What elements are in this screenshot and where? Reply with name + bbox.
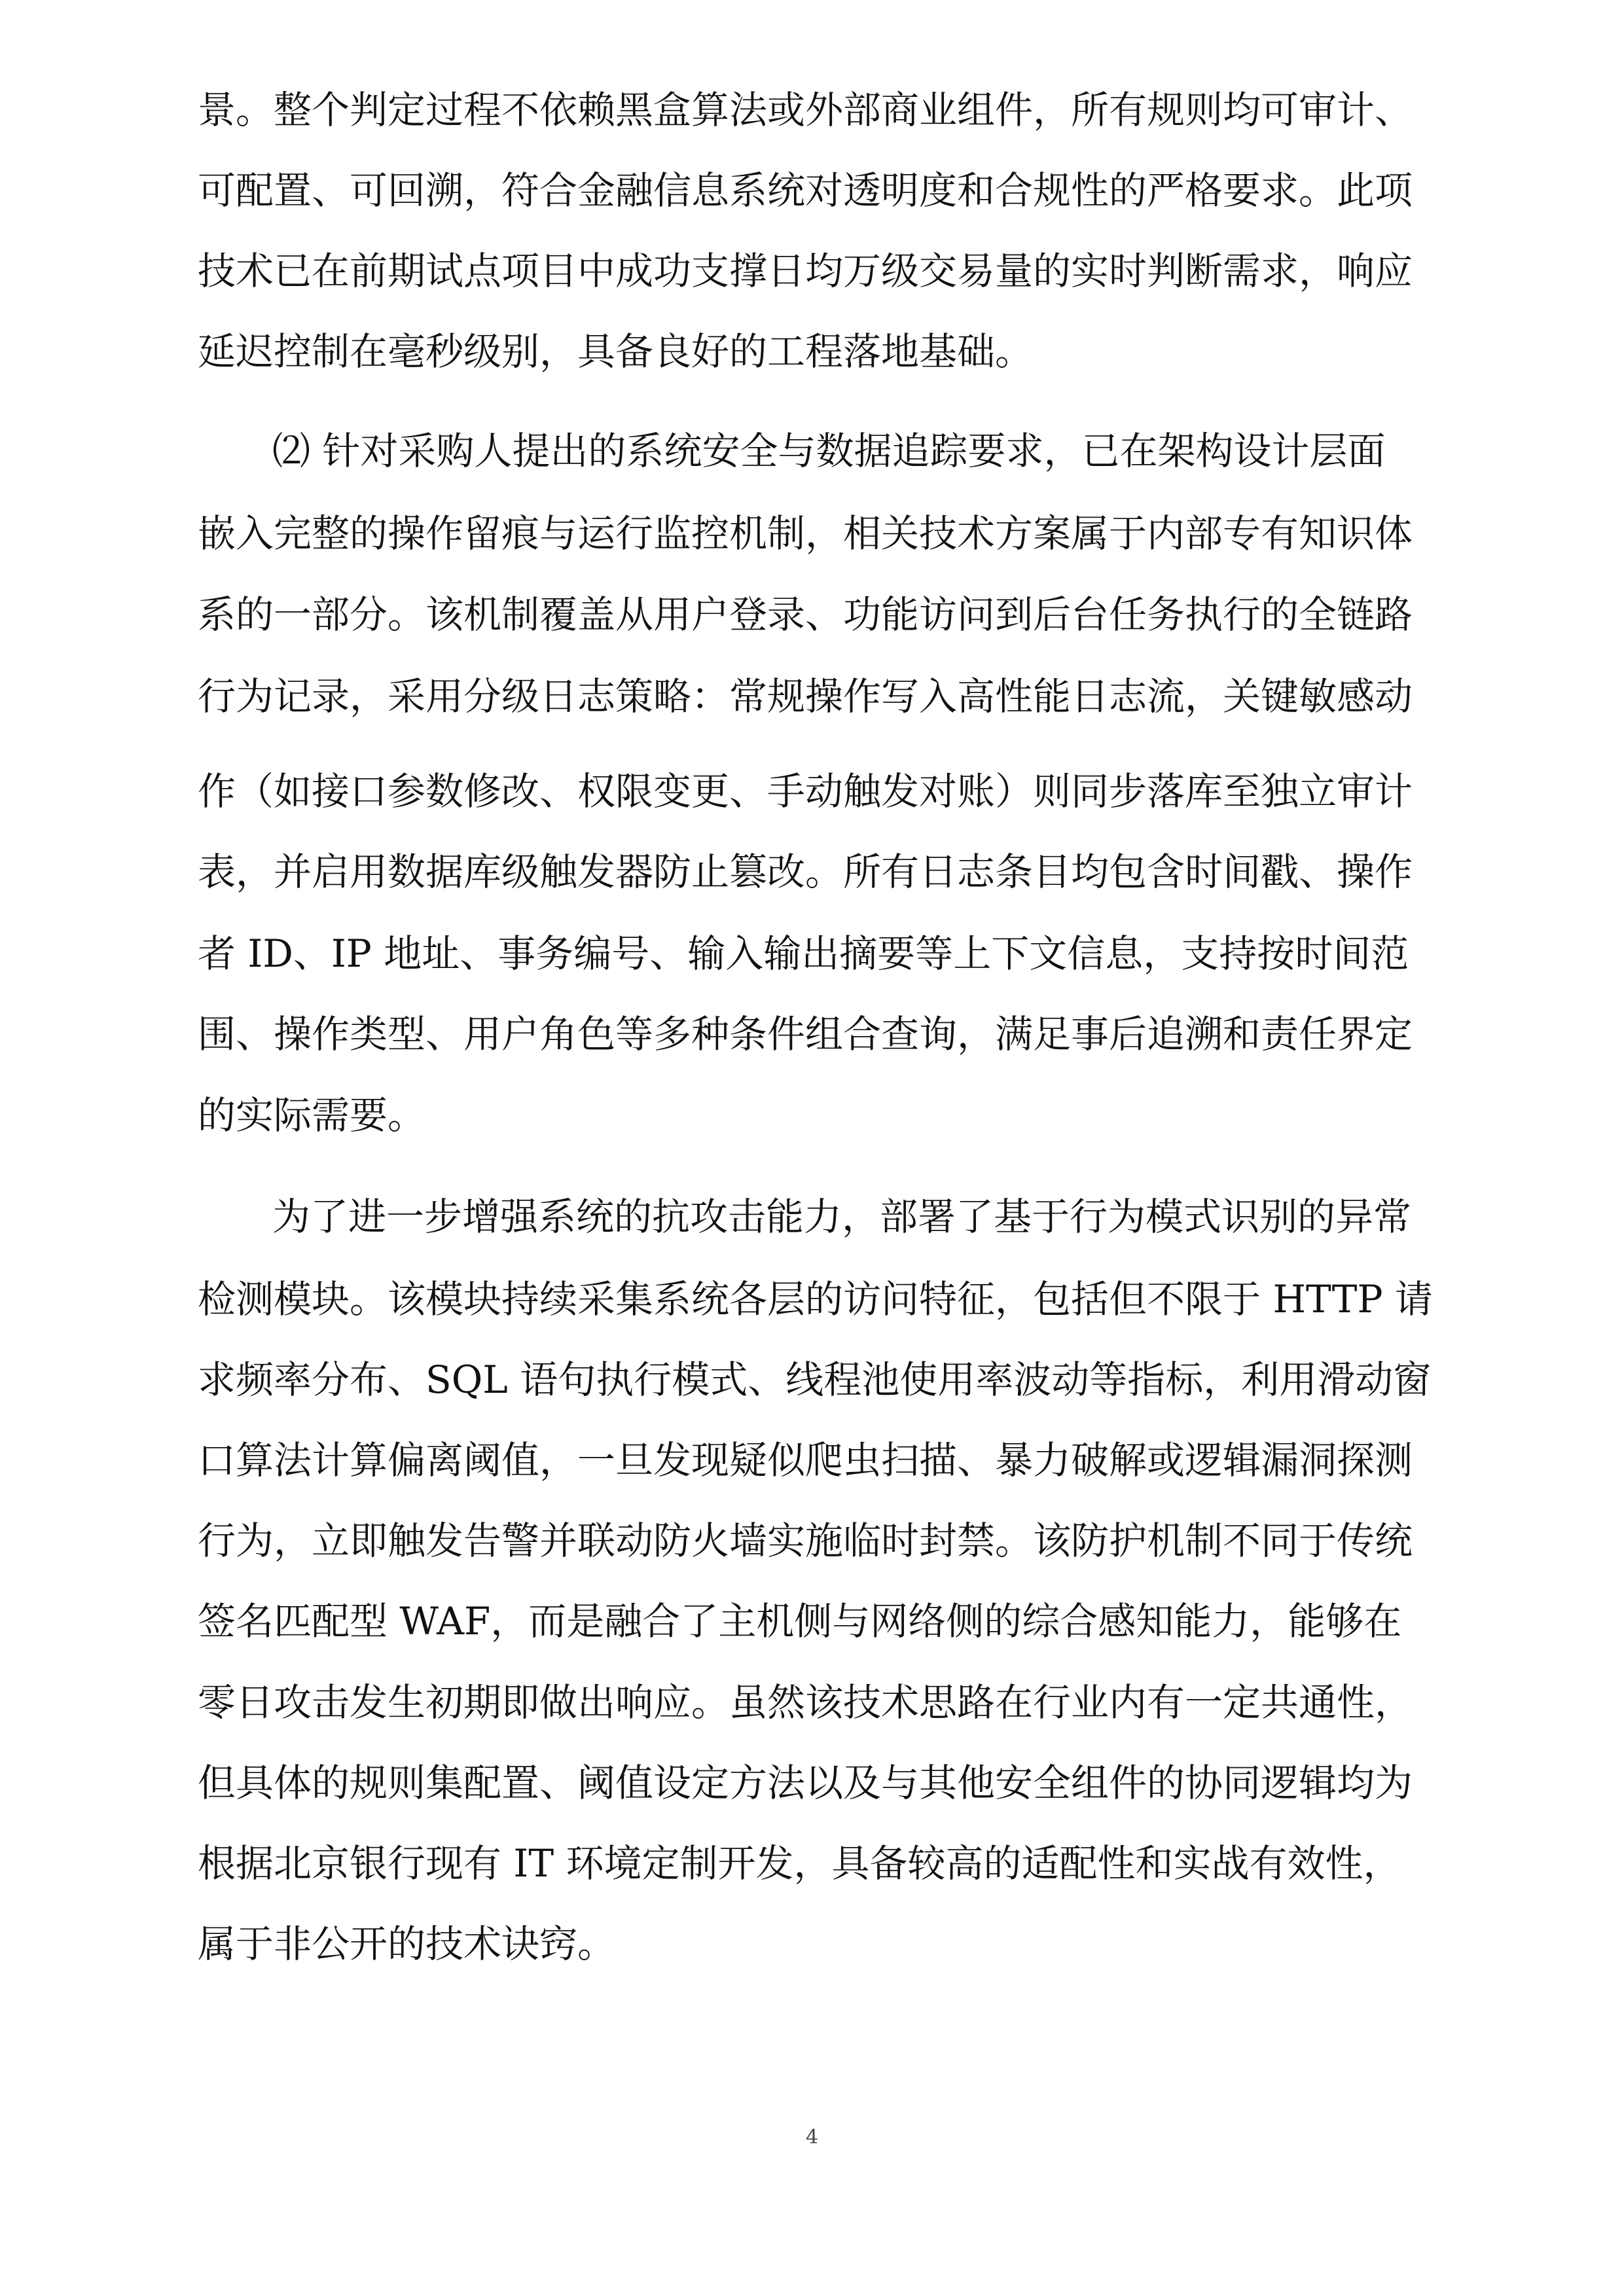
paragraph-2-line-3: 系的一部分。该机制覆盖从用户登录、功能访问到后台任务执行的全链路 (198, 592, 1413, 637)
paragraph-1-line-4: 延迟控制在毫秒级别，具备良好的工程落地基础。 (198, 329, 1034, 374)
paragraph-1-line-2: 可配置、可回溯，符合金融信息系统对透明度和合规性的严格要求。此项 (198, 168, 1413, 213)
paragraph-2-line-5: 作（如接口参数修改、权限变更、手动触发对账）则同步落库至独立审计 (198, 769, 1413, 814)
paragraph-2-line-7: 者 ID、IP 地址、事务编号、输入输出摘要等上下文信息，支持按时间范 (198, 931, 1409, 976)
paragraph-2-line-4: 行为记录，采用分级日志策略：常规操作写入高性能日志流，关键敏感动 (198, 674, 1413, 719)
paragraph-3-line-8: 但具体的规则集配置、阈值设定方法以及与其他安全组件的协同逻辑均为 (198, 1761, 1413, 1805)
paragraph-3-line-3: 求频率分布、SQL 语句执行模式、线程池使用率波动等指标，利用滑动窗 (198, 1357, 1432, 1402)
paragraph-3-line-5: 行为，立即触发告警并联动防火墙实施临时封禁。该防护机制不同于传统 (198, 1518, 1413, 1563)
page-number: 4 (805, 2126, 819, 2149)
paragraph-1-line-3: 技术已在前期试点项目中成功支撑日均万级交易量的实时判断需求，响应 (198, 249, 1413, 293)
paragraph-2-line-1: ⑵ 针对采购人提出的系统安全与数据追踪要求，已在架构设计层面 (272, 429, 1386, 473)
paragraph-1-line-1: 景。整个判定过程不依赖黑盒算法或外部商业组件，所有规则均可审计、 (198, 88, 1413, 132)
paragraph-3-line-2: 检测模块。该模块持续采集系统各层的访问特征，包括但不限于 HTTP 请 (198, 1277, 1433, 1321)
paragraph-2-line-8: 围、操作类型、用户角色等多种条件组合查询，满足事后追溯和责任界定 (198, 1012, 1413, 1056)
paragraph-2-line-6: 表，并启用数据库级触发器防止篡改。所有日志条目均包含时间戳、操作 (198, 850, 1413, 894)
paragraph-3-line-6: 签名匹配型 WAF，而是融合了主机侧与网络侧的综合感知能力，能够在 (198, 1599, 1402, 1643)
paragraph-3-line-10: 属于非公开的技术诀窍。 (198, 1922, 616, 1966)
paragraph-2-line-9: 的实际需要。 (198, 1093, 426, 1138)
paragraph-3-line-9: 根据北京银行现有 IT 环境定制开发，具备较高的适配性和实战有效性， (198, 1841, 1401, 1886)
paragraph-3-line-4: 口算法计算偏离阈值，一旦发现疑似爬虫扫描、暴力破解或逻辑漏洞探测 (198, 1438, 1413, 1482)
paragraph-2-line-2: 嵌入完整的操作留痕与运行监控机制，相关技术方案属于内部专有知识体 (198, 511, 1413, 556)
paragraph-3-line-7: 零日攻击发生初期即做出响应。虽然该技术思路在行业内有一定共通性， (198, 1680, 1413, 1725)
paragraph-3-line-1: 为了进一步增强系统的抗攻击能力，部署了基于行为模式识别的异常 (272, 1194, 1412, 1239)
